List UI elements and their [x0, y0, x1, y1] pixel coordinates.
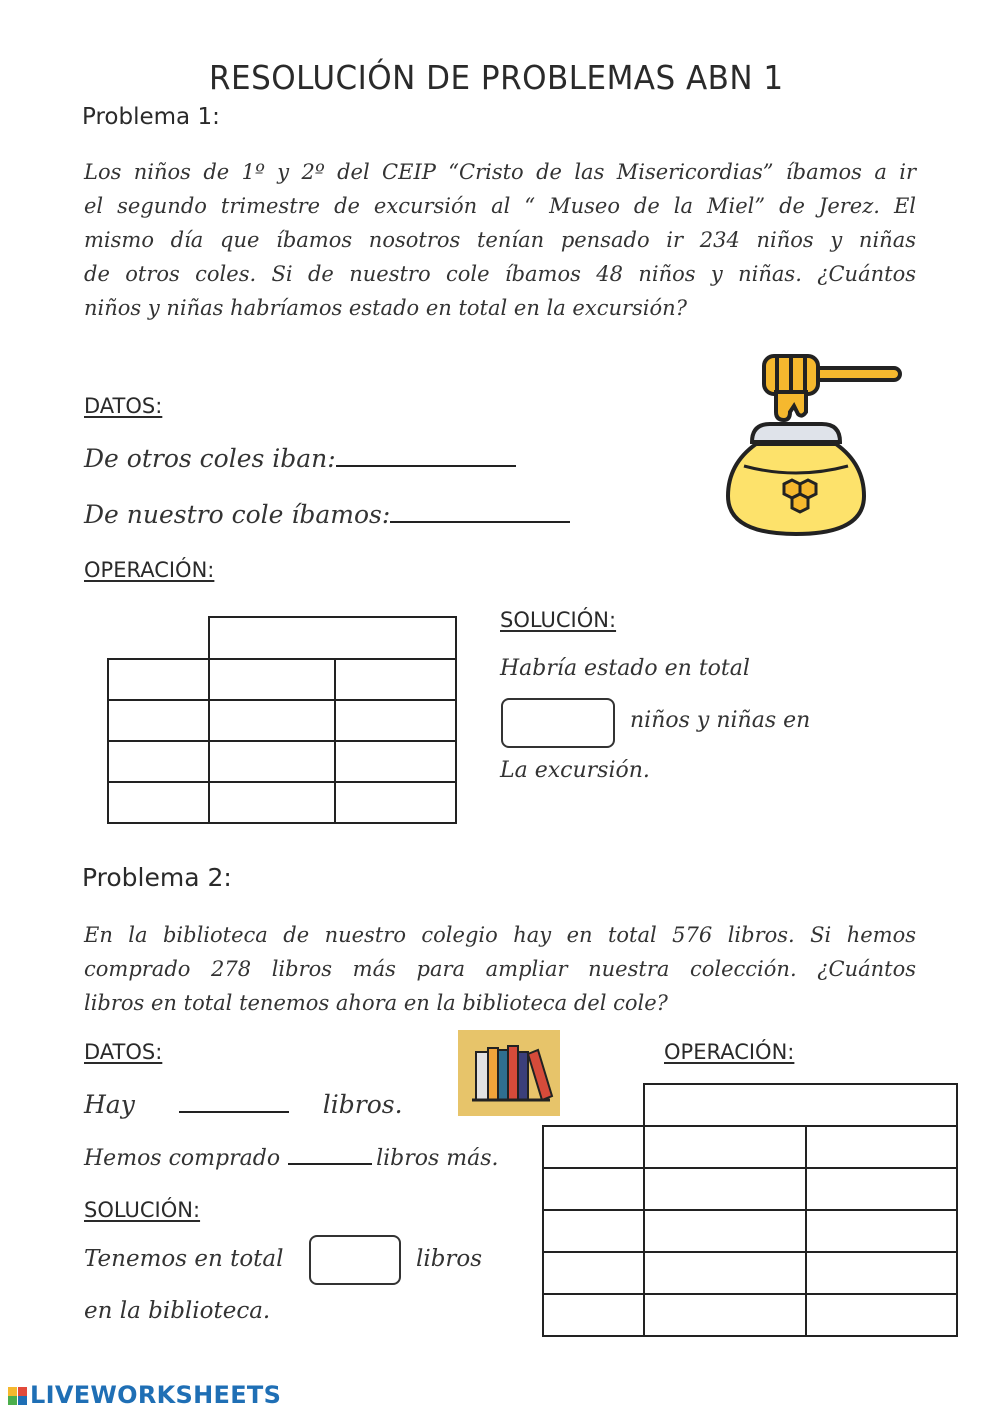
- problem-1-line: el segundo trimestre de excursión al “ Museo de la Miel” de Jerez. El: [84, 194, 916, 218]
- grid-cell[interactable]: [108, 700, 209, 741]
- p2-solucion-heading: SOLUCIÓN:: [84, 1198, 201, 1222]
- problem-1-line: de otros coles. Si de nuestro cole íbamos 48 niños y niñas. ¿Cuántos: [84, 262, 916, 286]
- grid-cell[interactable]: [108, 782, 209, 823]
- p1-datos-heading: DATOS:: [84, 394, 163, 418]
- p2-dato-2-post: libros más.: [376, 1146, 499, 1171]
- brand-text: LIVEWORKSHEETS: [30, 1381, 282, 1409]
- grid-cell[interactable]: [806, 1252, 957, 1294]
- grid-cell[interactable]: [543, 1294, 644, 1336]
- p1-answer-box[interactable]: [501, 698, 615, 748]
- grid-cell[interactable]: [209, 782, 335, 823]
- grid-cell[interactable]: [108, 741, 209, 782]
- problem-1-line: mismo día que íbamos nosotros tenían pensado ir 234 niños y niñas: [84, 228, 916, 252]
- p1-dato-2: [84, 500, 570, 529]
- grid-cell[interactable]: [644, 1210, 806, 1252]
- p2-dato-2-blank[interactable]: [288, 1163, 372, 1165]
- p1-solucion-line-3: La excursión.: [500, 758, 650, 783]
- p2-dato-2-pre: Hemos comprado: [84, 1146, 281, 1171]
- brand-logo-icon: [8, 1387, 30, 1405]
- grid-cell[interactable]: [543, 1126, 644, 1168]
- p2-operation-grid: [542, 1083, 958, 1337]
- problem-2-line: comprado 278 libros más para ampliar nuestra colección. ¿Cuántos: [84, 957, 916, 981]
- grid-cell[interactable]: [806, 1168, 957, 1210]
- grid-cell[interactable]: [108, 659, 209, 700]
- p1-dato-1-blank[interactable]: [336, 465, 516, 467]
- p2-answer-box[interactable]: [309, 1235, 401, 1285]
- grid-cell[interactable]: [209, 700, 335, 741]
- problem-2-line: libros en total tenemos ahora en la biblioteca del cole?: [84, 991, 668, 1015]
- grid-cell[interactable]: [644, 1252, 806, 1294]
- grid-cell[interactable]: [644, 1294, 806, 1336]
- p1-dato-2-blank[interactable]: [390, 521, 570, 523]
- grid-cell[interactable]: [335, 782, 456, 823]
- footer-brand: [8, 1381, 281, 1409]
- p2-solucion-pre: Tenemos en total: [84, 1246, 284, 1272]
- p1-dato-1: [84, 444, 516, 473]
- grid-cell[interactable]: [543, 1168, 644, 1210]
- grid-cell[interactable]: [335, 700, 456, 741]
- grid-cell[interactable]: [644, 1126, 806, 1168]
- problem-1-label: Problema 1:: [82, 104, 220, 130]
- p2-solucion-line-2: en la biblioteca.: [84, 1298, 271, 1324]
- grid-header-cell[interactable]: [209, 617, 456, 659]
- p1-solucion-heading: SOLUCIÓN:: [500, 608, 617, 632]
- grid-cell[interactable]: [209, 741, 335, 782]
- grid-cell: [108, 617, 209, 659]
- problem-2-label: Problema 2:: [82, 863, 232, 892]
- p2-solucion-post: libros: [416, 1246, 483, 1272]
- page-title: RESOLUCIÓN DE PROBLEMAS ABN 1: [208, 58, 784, 97]
- grid-cell[interactable]: [335, 741, 456, 782]
- p1-operation-grid: [107, 616, 457, 824]
- p1-dato-1-label: De otros coles iban:: [84, 444, 336, 473]
- p2-dato-2: [84, 1146, 499, 1171]
- problem-1-line: Los niños de 1º y 2º del CEIP “Cristo de las Misericordias” íbamos a ir: [84, 160, 916, 184]
- p2-datos-heading: DATOS:: [84, 1040, 163, 1064]
- p1-solucion-line-1: Habría estado en total: [500, 656, 750, 681]
- grid-header-cell[interactable]: [644, 1084, 957, 1126]
- grid-cell[interactable]: [209, 659, 335, 700]
- p2-dato-1-pre: Hay: [84, 1090, 135, 1119]
- problem-1-line: niños y niñas habríamos estado en total en la excursión?: [84, 296, 687, 320]
- problem-2-line: En la biblioteca de nuestro colegio hay en total 576 libros. Si hemos: [84, 923, 916, 947]
- grid-cell[interactable]: [806, 1126, 957, 1168]
- honey-jar-icon: [724, 348, 910, 540]
- grid-cell[interactable]: [806, 1294, 957, 1336]
- p1-operacion-heading: OPERACIÓN:: [84, 558, 215, 582]
- p2-operacion-heading: OPERACIÓN:: [664, 1040, 795, 1064]
- grid-cell[interactable]: [543, 1210, 644, 1252]
- p1-solucion-line-2: niños y niñas en: [630, 708, 811, 733]
- grid-cell[interactable]: [644, 1168, 806, 1210]
- p2-dato-1-post: libros.: [322, 1090, 403, 1119]
- grid-cell[interactable]: [543, 1252, 644, 1294]
- p1-dato-2-label: De nuestro cole íbamos:: [84, 500, 391, 529]
- problem-2-text: [84, 918, 916, 1020]
- grid-cell[interactable]: [335, 659, 456, 700]
- grid-cell: [543, 1084, 644, 1126]
- grid-cell[interactable]: [806, 1210, 957, 1252]
- p2-dato-1-blank[interactable]: [179, 1111, 289, 1113]
- p2-dato-1: [84, 1090, 403, 1119]
- problem-1-text: [84, 155, 916, 325]
